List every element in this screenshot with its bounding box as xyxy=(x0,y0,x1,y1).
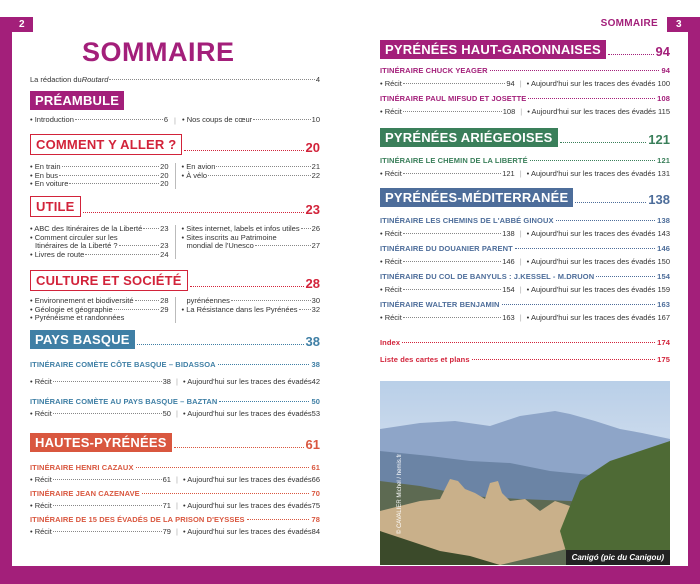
page-ref: 163 xyxy=(657,300,670,309)
page-ref: 23 xyxy=(160,224,169,233)
entry-label: • Aujourd'hui sur les traces des évadés xyxy=(182,377,312,386)
leader-dots xyxy=(135,300,160,301)
itinerary-subentries xyxy=(380,169,670,178)
leader-dots xyxy=(184,150,303,151)
page-ref: 138 xyxy=(657,216,670,225)
page-ref: 108 xyxy=(657,94,670,103)
recit-entry[interactable] xyxy=(30,409,171,418)
page-ref: 175 xyxy=(657,355,670,364)
page-ref: 78 xyxy=(311,515,320,524)
photo-credit: © CAVALIER Michel / hemis.fr xyxy=(397,453,403,535)
aujourdhui-entry[interactable] xyxy=(527,107,670,116)
page-ref: 71 xyxy=(162,501,171,510)
section-heading-label: UTILE xyxy=(30,196,81,217)
leader-dots xyxy=(528,98,655,99)
redaction-italic: Routard xyxy=(81,75,109,84)
entry-label: • Sites internet, labels et infos utiles xyxy=(181,224,300,233)
entry-label: • À vélo xyxy=(181,170,208,180)
entry-label: • Géologie et géographie xyxy=(30,304,113,314)
section-utile xyxy=(30,196,320,259)
aujourdhui-entry[interactable] xyxy=(527,285,670,294)
section-heading[interactable] xyxy=(30,270,320,291)
column-separator: | xyxy=(175,377,178,386)
page-ref: 146 xyxy=(657,244,670,253)
itinerary-subentries xyxy=(30,527,320,536)
leader-dots xyxy=(402,342,655,343)
page-ref: 100 xyxy=(657,79,670,88)
column-separator: | xyxy=(519,79,522,88)
page-ref: 94 xyxy=(661,66,670,75)
page-ref: 38 xyxy=(305,334,320,349)
page-ref: 108 xyxy=(502,107,516,116)
section-preambule xyxy=(30,91,320,125)
page-ref: 10 xyxy=(311,115,321,124)
section-heading[interactable] xyxy=(380,188,670,207)
leader-dots xyxy=(403,317,501,318)
entry-label: • Récit xyxy=(380,313,402,322)
toc-entry[interactable] xyxy=(182,306,321,315)
itinerary-entry[interactable] xyxy=(30,360,320,369)
page-ref: 163 xyxy=(502,313,515,322)
leader-dots xyxy=(301,228,311,229)
itinerary-entry[interactable] xyxy=(30,515,320,524)
leader-dots xyxy=(114,309,159,310)
column-separator: | xyxy=(174,116,176,125)
entry-label: • Introduction xyxy=(30,115,74,124)
entry-label: • La Résistance dans les Pyrénées xyxy=(181,304,298,314)
page-frame-left xyxy=(0,17,12,584)
page-number-left: 2 xyxy=(0,17,33,32)
section-heading-label: PYRÉNÉES-MÉDITERRANÉE xyxy=(380,188,573,207)
page-ref: 143 xyxy=(657,229,670,238)
mountain-photo xyxy=(380,381,670,565)
leader-dots xyxy=(62,166,160,167)
toc-entry[interactable] xyxy=(182,116,320,125)
recit-entry[interactable] xyxy=(380,285,515,294)
leader-dots xyxy=(85,254,159,255)
leader-dots xyxy=(560,142,647,143)
page-ref: 4 xyxy=(315,75,320,84)
section-heading[interactable] xyxy=(30,433,320,452)
leader-dots xyxy=(502,304,656,305)
aujourdhui-entry[interactable] xyxy=(527,313,670,322)
page-ref: 154 xyxy=(657,272,670,281)
itinerary-title: ITINÉRAIRE PAUL MIFSUD ET JOSETTE xyxy=(380,94,527,103)
page-ref: 115 xyxy=(658,107,670,116)
entry-label: • Comment circuler sur les xyxy=(30,232,118,242)
entry-label: • Sites inscrits au Patrimoine xyxy=(181,232,277,242)
page-ref: 20 xyxy=(305,140,320,155)
page-ref: 121 xyxy=(502,169,515,178)
page-ref: 28 xyxy=(305,276,320,291)
page-ref: 75 xyxy=(311,501,320,510)
itinerary-entry[interactable] xyxy=(30,397,320,406)
running-head: SOMMAIRE xyxy=(600,18,658,29)
entry-label: Itinéraires de la Liberté ? xyxy=(35,241,118,250)
entry-label: • Récit xyxy=(30,475,52,484)
itinerary-entry[interactable] xyxy=(30,463,320,472)
entry-label: • Récit xyxy=(380,169,402,178)
recit-entry[interactable] xyxy=(30,475,171,484)
page-ref: 94 xyxy=(655,44,670,59)
page-ref: 150 xyxy=(657,257,670,266)
leader-dots xyxy=(403,173,501,174)
entry-label: • Récit xyxy=(380,107,402,116)
leader-dots xyxy=(190,286,304,287)
recit-entry[interactable] xyxy=(380,257,515,266)
column-separator: | xyxy=(175,527,178,536)
aujourdhui-entry[interactable] xyxy=(183,377,320,386)
recit-entry[interactable] xyxy=(380,229,515,238)
entry-label: • ABC des Itinéraires de la Liberté xyxy=(30,224,143,233)
entry-label: • Récit xyxy=(380,229,402,238)
page-ref: 22 xyxy=(311,170,320,180)
page-ref: 28 xyxy=(160,296,169,305)
page-frame-right xyxy=(688,17,700,584)
entry-label: • Aujourd'hui sur les traces des évadés xyxy=(526,79,656,88)
leader-dots xyxy=(403,111,502,112)
page-ref: 79 xyxy=(162,527,171,536)
itinerary-entry[interactable] xyxy=(380,156,670,165)
column-separator: | xyxy=(175,475,178,484)
entry-label: • Aujourd'hui sur les traces des évadés xyxy=(526,285,656,294)
toc-cartes[interactable] xyxy=(380,355,670,364)
section-heading-label: PAYS BASQUE xyxy=(30,330,135,349)
section-comment-y-aller xyxy=(30,134,320,189)
section-pays-basque xyxy=(30,330,320,418)
toc-entry[interactable] xyxy=(182,172,321,181)
aujourdhui-entry[interactable] xyxy=(183,501,320,510)
leader-dots xyxy=(83,212,304,213)
leader-dots xyxy=(490,70,660,71)
entry-label: • Pyrénéisme et randonnées xyxy=(30,313,125,322)
leader-dots xyxy=(142,493,310,494)
column-separator xyxy=(175,225,176,259)
redaction-label: La rédaction du xyxy=(30,75,82,84)
entry-label: • Aujourd'hui sur les traces des évadés xyxy=(182,501,312,510)
section-culture xyxy=(30,270,320,323)
entry-label: • Nos coups de cœur xyxy=(181,115,253,124)
section-heading[interactable] xyxy=(30,91,320,110)
aujourdhui-entry[interactable] xyxy=(527,169,670,178)
leader-dots xyxy=(53,505,162,506)
entry-label: • En train xyxy=(30,162,61,171)
leader-dots xyxy=(119,245,160,246)
page-ref: 84 xyxy=(311,527,320,536)
page-ref: 121 xyxy=(648,132,670,147)
section-heading[interactable] xyxy=(380,128,670,147)
leader-dots xyxy=(247,519,310,520)
page-ref: 20 xyxy=(160,170,169,180)
aujourdhui-entry[interactable] xyxy=(527,257,670,266)
leader-dots xyxy=(174,447,304,448)
itinerary-entry[interactable] xyxy=(380,216,670,225)
leader-dots xyxy=(53,413,162,414)
recit-entry[interactable] xyxy=(380,107,515,116)
entry-label: • Récit xyxy=(30,409,52,418)
entry-label: • Aujourd'hui sur les traces des évadés xyxy=(527,107,656,116)
column-separator: | xyxy=(175,501,178,510)
entry-label: • En bus xyxy=(30,170,59,180)
aujourdhui-entry[interactable] xyxy=(183,527,320,536)
entry-label: • Récit xyxy=(30,527,52,536)
leader-dots xyxy=(69,183,159,184)
entry-label: • Aujourd'hui sur les traces des évadés xyxy=(182,409,312,418)
section-heading[interactable] xyxy=(380,40,670,59)
itinerary-subentries xyxy=(380,229,670,238)
section-heading-label: COMMENT Y ALLER ? xyxy=(30,134,182,155)
itinerary-title: ITINÉRAIRE COMÈTE AU PAYS BASQUE – BAZTAN xyxy=(30,397,218,406)
itinerary-subentries xyxy=(380,313,670,322)
page-ref: 131 xyxy=(657,169,670,178)
page-title: SOMMAIRE xyxy=(82,37,235,67)
column-separator xyxy=(175,163,176,189)
page-ref: 66 xyxy=(311,475,320,484)
leader-dots xyxy=(216,166,310,167)
landscape-illustration xyxy=(380,381,670,565)
section-heading[interactable] xyxy=(30,330,320,349)
column-separator: | xyxy=(175,409,178,418)
entry-label: • Aujourd'hui sur les traces des évadés xyxy=(182,475,312,484)
leader-dots xyxy=(208,175,311,176)
page-ref: 50 xyxy=(311,397,320,406)
entry-label: • Récit xyxy=(30,377,52,386)
recit-entry[interactable] xyxy=(380,169,515,178)
itinerary-title: ITINÉRAIRE DE 15 DES ÉVADÉS DE LA PRISON D'EYSSES xyxy=(30,515,245,524)
entry-label: • En avion xyxy=(181,162,216,171)
column-separator: | xyxy=(519,169,522,178)
leader-dots xyxy=(218,364,310,365)
column-separator: | xyxy=(519,257,522,266)
page-ref: 94 xyxy=(506,79,515,88)
column-separator: | xyxy=(519,285,522,294)
recit-entry[interactable] xyxy=(30,527,171,536)
section-mediterranee xyxy=(380,188,670,322)
leader-dots xyxy=(608,54,654,55)
entry-label: • Aujourd'hui sur les traces des évadés xyxy=(526,229,656,238)
entry-label: • En voiture xyxy=(30,179,69,188)
toc-entry[interactable] xyxy=(30,251,169,260)
itinerary-subentries xyxy=(30,475,320,484)
itinerary-subentries xyxy=(380,79,670,88)
aujourdhui-entry[interactable] xyxy=(527,229,670,238)
photo-caption: Canigó (pic du Canigou) xyxy=(566,550,670,565)
itinerary-entry[interactable] xyxy=(380,66,670,75)
leader-dots xyxy=(515,248,655,249)
page-ref: 30 xyxy=(311,296,320,305)
itinerary-title: ITINÉRAIRE CHUCK YEAGER xyxy=(380,66,488,75)
toc-entry[interactable] xyxy=(30,180,169,189)
leader-dots xyxy=(403,83,506,84)
page-ref: 61 xyxy=(162,475,171,484)
entry-label: • Environnement et biodiversité xyxy=(30,296,134,305)
page-ref: 159 xyxy=(657,285,670,294)
page-ref: 38 xyxy=(311,360,320,369)
itinerary-title: ITINÉRAIRE COMÈTE CÔTE BASQUE – BIDASSOA xyxy=(30,360,216,369)
entry-label: • Aujourd'hui sur les traces des évadés xyxy=(526,313,656,322)
entry-label: • Récit xyxy=(380,257,402,266)
itinerary-subentries xyxy=(380,257,670,266)
page-ref: 42 xyxy=(311,377,320,386)
page-ref: 27 xyxy=(311,241,320,250)
section-heading[interactable] xyxy=(30,196,320,217)
page-number-right: 3 xyxy=(667,17,700,32)
page-ref: 138 xyxy=(648,192,670,207)
entry-label: • Récit xyxy=(380,79,402,88)
aujourdhui-entry[interactable] xyxy=(183,475,320,484)
itinerary-title: ITINÉRAIRE JEAN CAZENAVE xyxy=(30,489,140,498)
page-ref: 32 xyxy=(311,304,320,314)
page-ref: 61 xyxy=(311,463,320,472)
leader-dots xyxy=(219,401,309,402)
page-ref: 38 xyxy=(162,377,171,386)
leader-dots xyxy=(253,119,311,120)
page-ref: 6 xyxy=(163,115,169,124)
entry-label: • Aujourd'hui sur les traces des évadés xyxy=(182,527,312,536)
entry-label: • Récit xyxy=(380,285,402,294)
leader-dots xyxy=(575,202,646,203)
itinerary-entry[interactable] xyxy=(380,272,670,281)
section-hautes-pyrenees xyxy=(30,433,320,536)
leader-dots xyxy=(299,309,311,310)
itinerary-subentries xyxy=(30,377,320,386)
itinerary-title: ITINÉRAIRE DU COL DE BANYULS : J.KESSEL - M.DRUON xyxy=(380,272,595,281)
section-heading[interactable] xyxy=(30,134,320,155)
leader-dots xyxy=(143,228,159,229)
leader-dots xyxy=(109,79,314,80)
leader-dots xyxy=(53,381,162,382)
column-separator: | xyxy=(519,229,522,238)
itinerary-subentries xyxy=(30,409,320,418)
itinerary-title: ITINÉRAIRE DU DOUANIER PARENT xyxy=(380,244,513,253)
page-ref: 70 xyxy=(311,489,320,498)
index-label: Index xyxy=(380,338,401,347)
section-heading-label: PYRÉNÉES HAUT-GARONNAISES xyxy=(380,40,606,59)
entry-label: • Récit xyxy=(30,501,52,510)
cartes-label: Liste des cartes et plans xyxy=(380,355,470,364)
itinerary-entry[interactable] xyxy=(380,244,670,253)
itinerary-title: ITINÉRAIRE LE CHEMIN DE LA LIBERTÉ xyxy=(380,156,528,165)
leader-dots xyxy=(137,344,304,345)
page-ref: 23 xyxy=(160,241,169,250)
page-ref: 53 xyxy=(311,409,320,418)
page-ref: 167 xyxy=(657,313,670,322)
itinerary-entry[interactable] xyxy=(30,489,320,498)
leader-dots xyxy=(530,160,655,161)
leader-dots xyxy=(53,479,162,480)
page-ref: 121 xyxy=(657,156,670,165)
entry-label: pyrénéennes xyxy=(186,296,230,305)
leader-dots xyxy=(75,119,163,120)
section-heading-label: PRÉAMBULE xyxy=(30,91,124,110)
column-separator xyxy=(175,297,176,323)
page-ref: 146 xyxy=(502,257,515,266)
toc-entry[interactable] xyxy=(182,242,321,251)
column-separator: | xyxy=(519,313,522,322)
itinerary-title: ITINÉRAIRE WALTER BENJAMIN xyxy=(380,300,500,309)
recit-entry[interactable] xyxy=(30,377,171,386)
leader-dots xyxy=(255,245,311,246)
page-ref: 61 xyxy=(305,437,320,452)
recit-entry[interactable] xyxy=(30,501,171,510)
leader-dots xyxy=(403,261,501,262)
itinerary-title: ITINÉRAIRE LES CHEMINS DE L'ABBÉ GINOUX xyxy=(380,216,554,225)
page-frame-bottom xyxy=(0,566,700,584)
itinerary-entry[interactable] xyxy=(380,300,670,309)
itinerary-subentries xyxy=(380,107,670,116)
section-heading-label: PYRÉNÉES ARIÉGEOISES xyxy=(380,128,558,147)
toc-entry[interactable] xyxy=(30,314,169,323)
leader-dots xyxy=(53,531,162,532)
page-ref: 26 xyxy=(311,224,320,233)
leader-dots xyxy=(596,276,655,277)
leader-dots xyxy=(231,300,311,301)
itinerary-subentries xyxy=(380,285,670,294)
entry-label: • Livres de route xyxy=(30,249,85,259)
toc-redaction[interactable] xyxy=(30,75,320,84)
page-ref: 29 xyxy=(160,304,169,314)
entry-label: mondial de l'Unesco xyxy=(186,241,254,250)
recit-entry[interactable] xyxy=(380,313,515,322)
leader-dots xyxy=(556,220,656,221)
page-ref: 174 xyxy=(657,338,670,347)
entry-label: • Aujourd'hui sur les traces des évadés xyxy=(526,257,656,266)
page-ref: 20 xyxy=(160,162,169,171)
page-ref: 50 xyxy=(162,409,171,418)
toc-index[interactable] xyxy=(380,338,670,347)
aujourdhui-entry[interactable] xyxy=(183,409,320,418)
leader-dots xyxy=(59,175,159,176)
itinerary-subentries xyxy=(30,501,320,510)
section-heading-label: CULTURE ET SOCIÉTÉ xyxy=(30,270,188,291)
page-ref: 154 xyxy=(502,285,515,294)
page-ref: 138 xyxy=(502,229,515,238)
section-ariegeoises xyxy=(380,128,670,178)
section-haut-garonnaises xyxy=(380,40,670,116)
aujourdhui-entry[interactable] xyxy=(527,79,670,88)
column-separator: | xyxy=(520,107,523,116)
itinerary-title: ITINÉRAIRE HENRI CAZAUX xyxy=(30,463,134,472)
entry-label: • Aujourd'hui sur les traces des évadés xyxy=(526,169,656,178)
page-ref: 23 xyxy=(305,202,320,217)
leader-dots xyxy=(136,467,310,468)
page-ref: 21 xyxy=(311,162,320,171)
itinerary-entry[interactable] xyxy=(380,94,670,103)
toc-entry[interactable] xyxy=(30,116,168,125)
page-ref: 20 xyxy=(160,179,169,188)
recit-entry[interactable] xyxy=(380,79,515,88)
page-ref: 24 xyxy=(160,249,169,259)
section-heading-label: HAUTES-PYRÉNÉES xyxy=(30,433,172,452)
leader-dots xyxy=(472,359,656,360)
leader-dots xyxy=(403,233,501,234)
leader-dots xyxy=(403,289,501,290)
